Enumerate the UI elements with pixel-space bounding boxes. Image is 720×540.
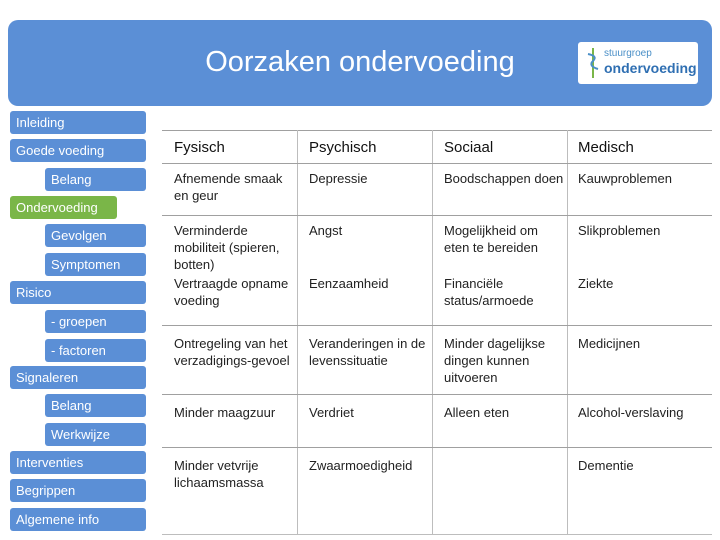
cell-medisch: Medicijnen xyxy=(578,336,641,351)
nav-item-belang[interactable]: Belang xyxy=(45,168,146,191)
cell-sociaal: Mogelijkheid om eten te bereiden xyxy=(444,223,538,255)
cell-psychisch: Verdriet xyxy=(309,405,354,420)
cell-medisch: Dementie xyxy=(578,458,634,473)
cell-medisch: Ziekte xyxy=(578,276,614,291)
nav-item-interventies[interactable]: Interventies xyxy=(10,451,146,474)
header-psychisch: Psychisch xyxy=(309,139,377,156)
nav-item-signaleren[interactable]: Signaleren xyxy=(10,366,146,389)
cell-fysisch: Minder vetvrije lichaamsmassa xyxy=(174,458,264,490)
nav-item-goede-voeding[interactable]: Goede voeding xyxy=(10,139,146,162)
nav-item-werkwijze[interactable]: Werkwijze xyxy=(45,423,146,446)
header-fysisch: Fysisch xyxy=(174,139,225,156)
table-row xyxy=(162,448,712,535)
nav-item-algemene-info[interactable]: Algemene info xyxy=(10,508,146,531)
table-row xyxy=(162,326,712,395)
cell-fysisch: Minder maagzuur xyxy=(174,405,276,420)
table-row xyxy=(162,216,712,272)
cell-medisch: Kauwproblemen xyxy=(578,171,672,186)
cell-psychisch: Angst xyxy=(309,223,343,238)
cell-sociaal: Financiële status/armoede xyxy=(444,276,534,308)
cell-psychisch: Veranderingen in de levenssituatie xyxy=(309,336,426,368)
logo-line1: stuurgroep xyxy=(604,48,652,59)
cell-psychisch: Zwaarmoedigheid xyxy=(309,458,413,473)
table-row xyxy=(162,269,712,326)
nav-item-gevolgen[interactable]: Gevolgen xyxy=(45,224,146,247)
nav-item-begrippen[interactable]: Begrippen xyxy=(10,479,146,502)
page-title: Oorzaken ondervoeding xyxy=(205,46,515,78)
cell-fysisch: Vertraagde opname voeding xyxy=(174,276,289,308)
cell-sociaal: Alleen eten xyxy=(444,405,510,420)
cell-fysisch: Afnemende smaak en geur xyxy=(174,171,283,203)
cell-sociaal: Minder dagelijkse dingen kunnen uitvoeren xyxy=(444,336,546,385)
nav-item-groepen[interactable]: - groepen xyxy=(45,310,146,333)
header-sociaal: Sociaal xyxy=(444,139,494,156)
nav-item-ondervoeding[interactable]: Ondervoeding xyxy=(10,196,117,219)
nav-item-signaleren-belang[interactable]: Belang xyxy=(45,394,146,417)
nav-item-factoren[interactable]: - factoren xyxy=(45,339,146,362)
cell-fysisch: Ontregeling van het verzadigings-gevoel xyxy=(174,336,290,368)
cell-medisch: Slikproblemen xyxy=(578,223,661,238)
table-header-row xyxy=(162,130,712,164)
cell-medisch: Alcohol-verslaving xyxy=(578,405,684,420)
header-medisch: Medisch xyxy=(578,139,634,156)
cell-fysisch: Verminderde mobiliteit (spieren, botten) xyxy=(174,223,280,272)
table-row xyxy=(162,395,712,448)
cell-psychisch: Eenzaamheid xyxy=(309,276,389,291)
stuurgroep-logo xyxy=(578,42,698,84)
table-row xyxy=(162,164,712,216)
logo-line2: ondervoeding xyxy=(604,60,697,76)
caduceus-icon xyxy=(586,48,600,78)
nav-item-inleiding[interactable]: Inleiding xyxy=(10,111,146,134)
cell-sociaal: Boodschappen doen xyxy=(444,171,564,186)
nav-item-risico[interactable]: Risico xyxy=(10,281,146,304)
cell-psychisch: Depressie xyxy=(309,171,368,186)
nav-item-symptomen[interactable]: Symptomen xyxy=(45,253,146,276)
